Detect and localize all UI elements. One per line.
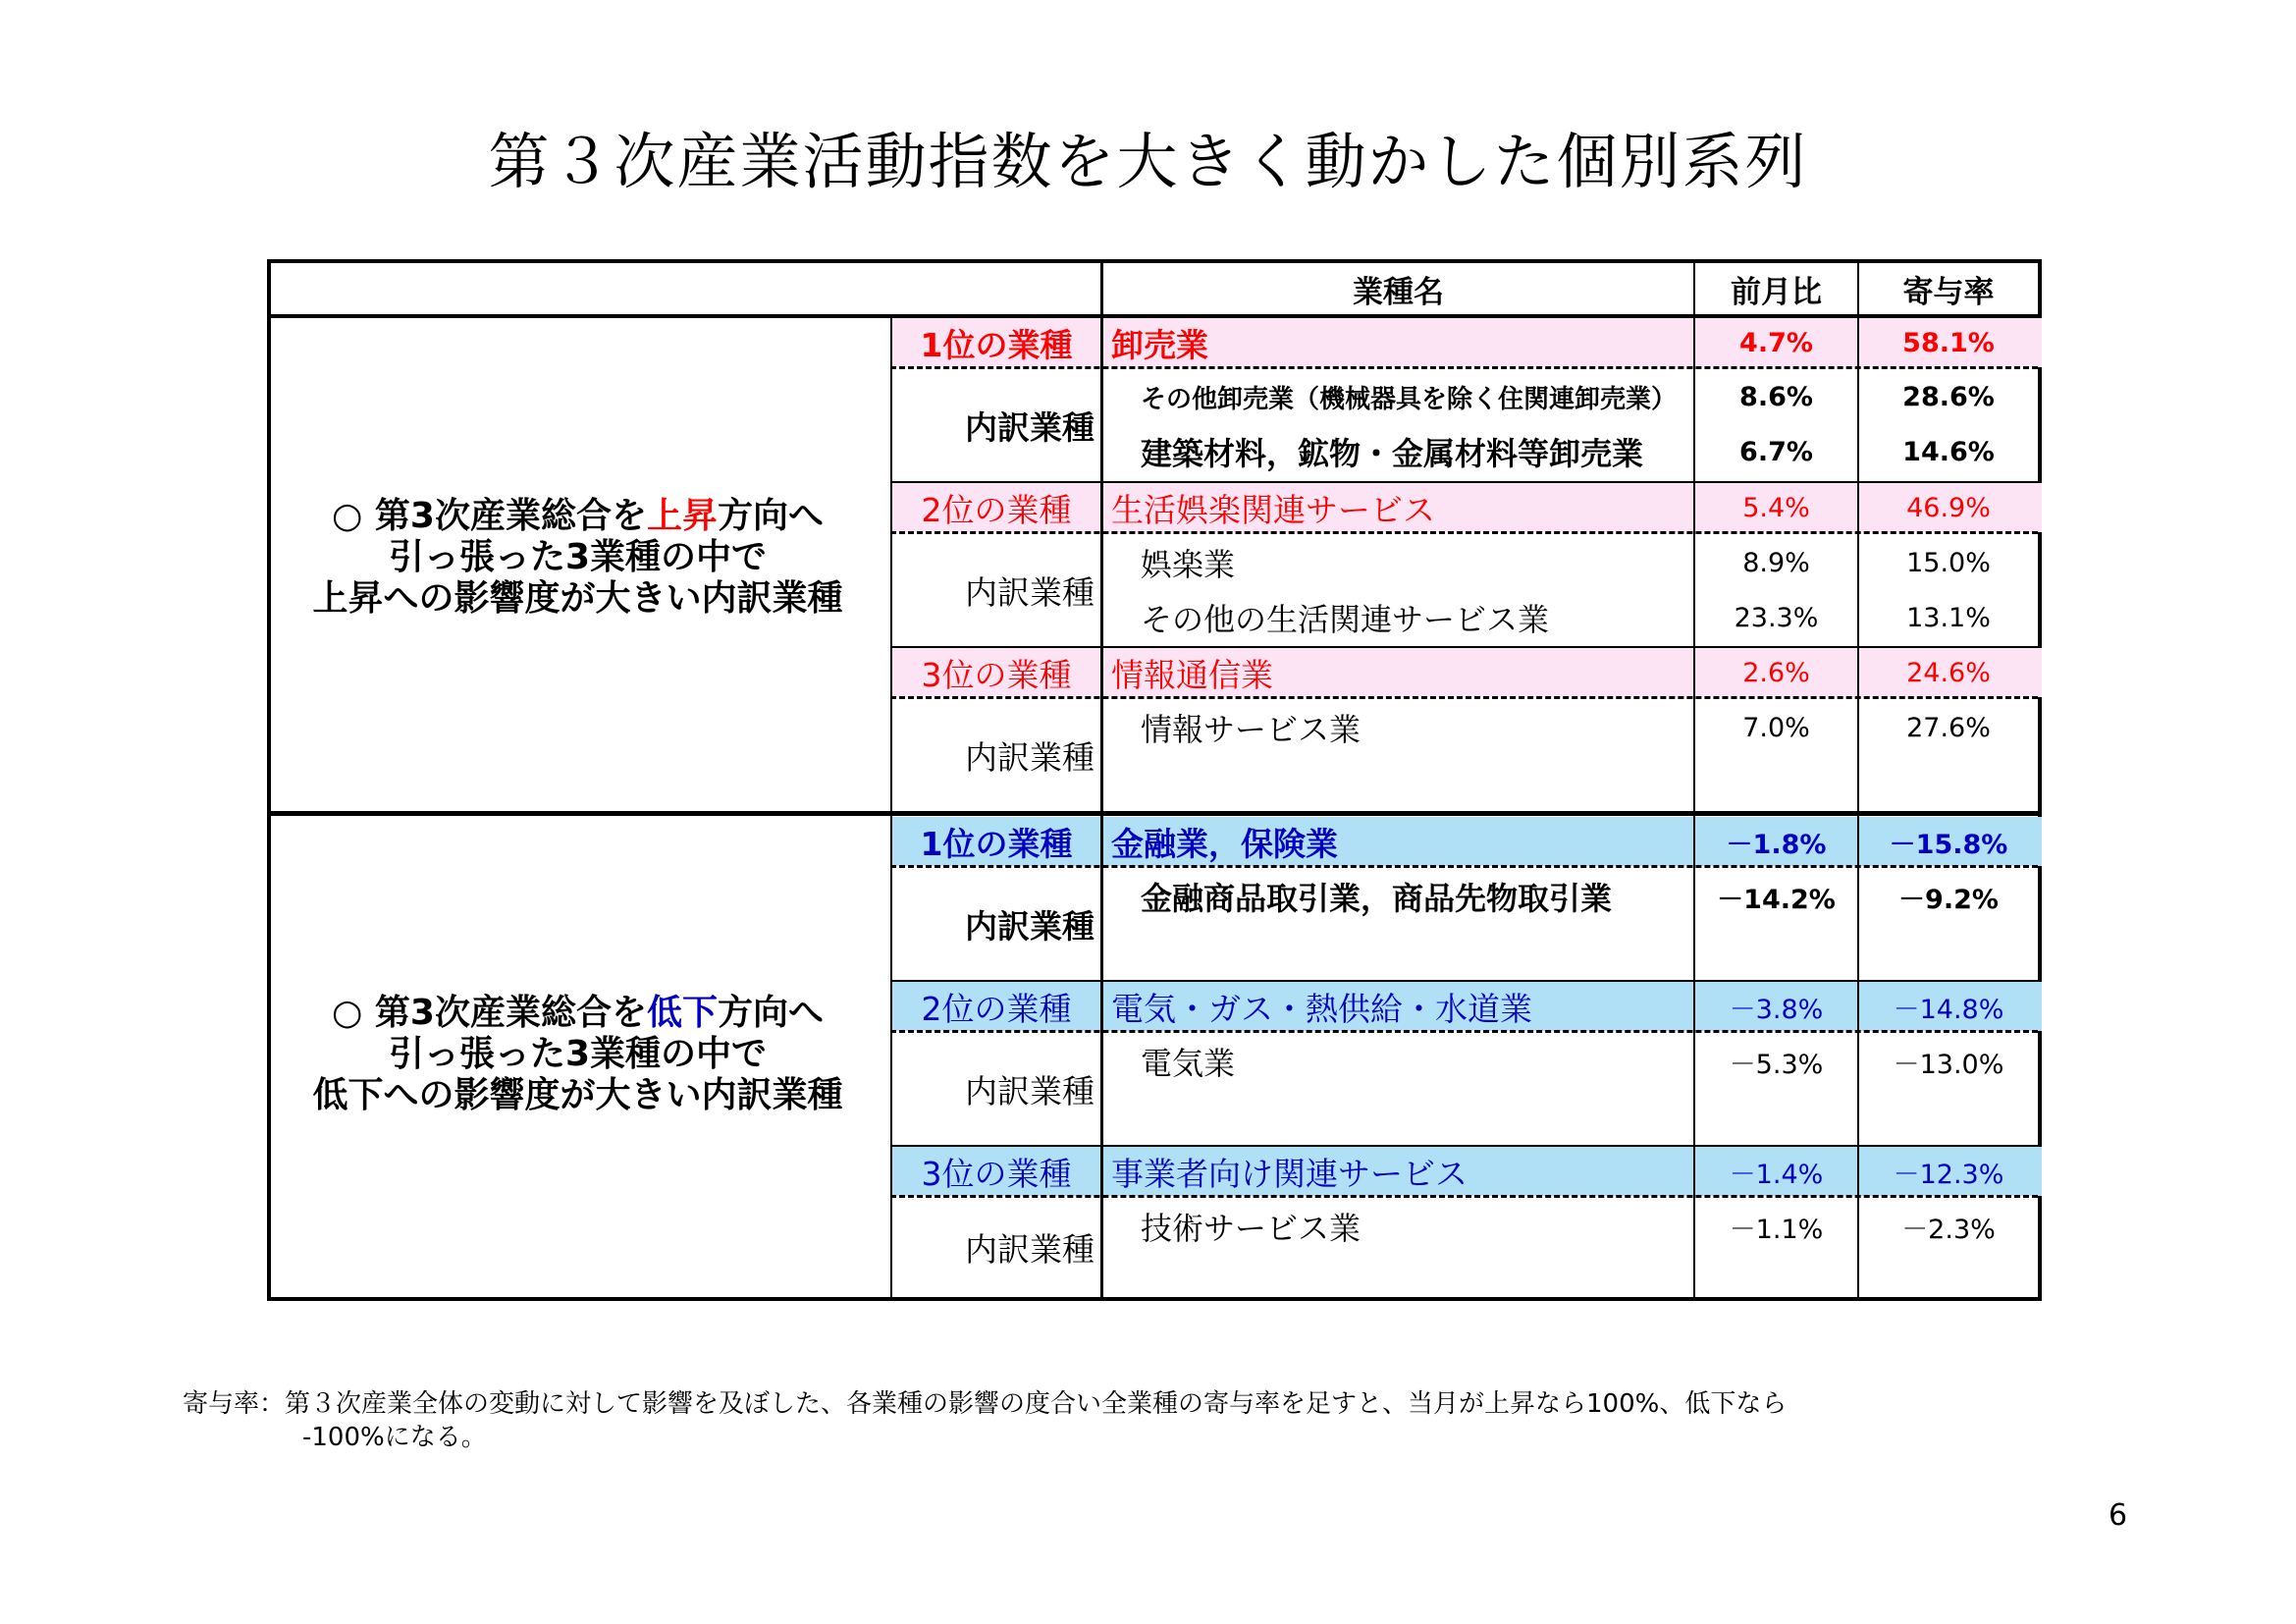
header-contribution: 寄与率	[1902, 274, 1995, 310]
up-rank2-sub1-mom: 8.9%	[1742, 547, 1810, 578]
down-rank2-contrib: －14.8%	[1893, 994, 2004, 1025]
down-rank1-mom: －1.8%	[1726, 829, 1827, 860]
down-rank3-name: 事業者向け関連サービス	[1111, 1154, 1468, 1193]
up-rank3-sub1-contrib: 27.6%	[1906, 712, 1991, 743]
header-mom: 前月比	[1731, 274, 1822, 310]
down-rank1-breakdown-label: 内訳業種	[965, 906, 1095, 946]
up-rank3-breakdown-label: 内訳業種	[965, 737, 1095, 777]
up-rank2-sub2-contrib: 13.1%	[1906, 602, 1991, 633]
down-rank3-breakdown-label: 内訳業種	[965, 1230, 1095, 1269]
up-section-label	[271, 496, 884, 620]
up-rank3-mom: 2.6%	[1742, 657, 1810, 688]
down-rank3-label: 3位の業種	[921, 1154, 1072, 1193]
down-rank2-label: 2位の業種	[921, 989, 1072, 1028]
down-rank1-sub1-name: 金融商品取引業，商品先物取引業	[1141, 880, 1613, 917]
up-rank1-mom: 4.7%	[1739, 327, 1813, 358]
down-rank1-sub1-contrib: －9.2%	[1898, 884, 1999, 915]
up-rank2-sub1-name: 娯楽業	[1141, 546, 1236, 583]
up-rank1-sub1-mom: 8.6%	[1739, 381, 1813, 412]
footnote-line1: 寄与率：第３次産業全体の変動に対して影響を及ぼした、各業種の影響の度合い全業種の寄与率を足すと、当月が上昇なら100%、低下なら	[183, 1389, 1788, 1419]
up-keyword: 上昇	[646, 496, 718, 536]
up-line2: 引っ張った3業種の中で	[388, 537, 768, 577]
down-rank1-contrib: －15.8%	[1889, 829, 2008, 860]
up-rank1-sub2-contrib: 14.6%	[1902, 436, 1995, 467]
down-rank2-sub1-name: 電気業	[1141, 1045, 1236, 1082]
up-rank3-contrib: 24.6%	[1906, 657, 1991, 688]
up-rank2-sub2-mom: 23.3%	[1734, 602, 1819, 633]
up-rank1-sub2-mom: 6.7%	[1739, 436, 1813, 467]
section-divider	[271, 811, 2038, 816]
up-rank1-breakdown-label: 内訳業種	[965, 407, 1095, 447]
up-rank1-contrib: 58.1%	[1902, 327, 1995, 358]
up-rank2-sub2-name: その他の生活関連サービス業	[1141, 601, 1550, 638]
up-rank1-sub2-name: 建築材料，鉱物・金属材料等卸売業	[1141, 435, 1644, 472]
up-rank2-sub1-contrib: 15.0%	[1906, 547, 1991, 578]
down-line2: 引っ張った3業種の中で	[388, 1034, 768, 1074]
down-keyword: 低下	[646, 993, 718, 1033]
page-title: 第３次産業活動指数を大きく動かした個別系列	[488, 126, 1808, 197]
up-line1-suffix: 方向へ	[718, 496, 825, 536]
down-rank3-sub1-name: 技術サービス業	[1141, 1210, 1362, 1247]
down-rank2-sub1-contrib: －13.0%	[1893, 1049, 2004, 1080]
up-rank1-name: 卸売業	[1111, 325, 1208, 364]
up-rank2-contrib: 46.9%	[1906, 492, 1991, 523]
down-rank2-breakdown-label: 内訳業種	[965, 1071, 1095, 1110]
down-line1-suffix: 方向へ	[718, 993, 825, 1033]
up-rank2-breakdown-label: 内訳業種	[965, 572, 1095, 612]
down-rank3-contrib: －12.3%	[1893, 1159, 2004, 1190]
down-rank3-mom: －1.4%	[1729, 1159, 1824, 1190]
header-industry-name: 業種名	[1353, 274, 1444, 310]
down-line1-prefix: ○ 第3次産業総合を	[331, 993, 647, 1033]
page-number: 6	[2109, 1498, 2128, 1533]
ranking-table	[267, 259, 2042, 1301]
down-rank1-sub1-mom: －14.2%	[1717, 884, 1836, 915]
down-line3: 低下への影響度が大きい内訳業種	[312, 1075, 843, 1115]
down-section-label	[271, 993, 884, 1116]
up-rank3-sub1-name: 情報サービス業	[1141, 711, 1362, 748]
down-rank2-name: 電気・ガス・熱供給・水道業	[1111, 989, 1532, 1028]
up-rank2-label: 2位の業種	[921, 490, 1072, 529]
up-rank1-sub1-contrib: 28.6%	[1902, 381, 1995, 412]
down-rank2-sub1-mom: －5.3%	[1729, 1049, 1824, 1080]
up-rank3-label: 3位の業種	[921, 655, 1072, 694]
up-rank3-name: 情報通信業	[1111, 655, 1273, 694]
down-rank2-mom: －3.8%	[1729, 994, 1824, 1025]
up-line3: 上昇への影響度が大きい内訳業種	[312, 578, 843, 619]
down-rank3-sub1-mom: －1.1%	[1729, 1214, 1824, 1245]
up-rank2-mom: 5.4%	[1742, 492, 1810, 523]
up-rank2-name: 生活娯楽関連サービス	[1111, 490, 1435, 529]
up-rank1-sub1-name: その他卸売業（機械器具を除く住関連卸売業）	[1141, 384, 1678, 414]
down-rank3-sub1-contrib: －2.3%	[1901, 1214, 1996, 1245]
down-rank1-label: 1位の業種	[920, 824, 1073, 863]
down-rank1-name: 金融業，保険業	[1111, 824, 1338, 863]
footnote-line2: -100%になる。	[302, 1423, 487, 1452]
up-rank3-sub1-mom: 7.0%	[1742, 712, 1810, 743]
up-rank1-label: 1位の業種	[920, 325, 1073, 364]
up-line1-prefix: ○ 第3次産業総合を	[331, 496, 647, 536]
